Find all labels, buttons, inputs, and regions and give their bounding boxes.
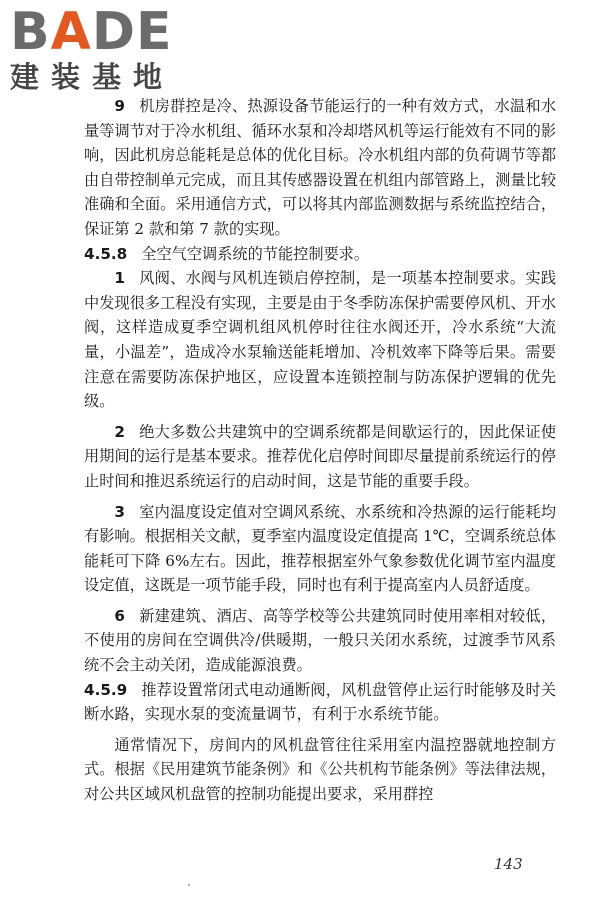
section-heading-text: 全空气空调系统的节能控制要求。 (141, 244, 370, 263)
paragraph-item-2 (84, 420, 556, 494)
item-number: 6 (114, 606, 125, 625)
logo-letter-a: A (50, 2, 92, 62)
paragraph-text: 室内温度设定值对空调风系统、水系统和冷热源的运行能耗均有影响。根据相关文献，夏季室内温度设定值提高 1℃，空调系统总体能耗可下降 6%左右。因此，推荐根据室外气象参数优化调节室内温度设定值，这既是一项节能手段，同时也有利于提高室内人员舒适度。 (84, 502, 556, 595)
section-4-5-8 (84, 242, 556, 267)
paragraph-text: 绝大多数公共建筑中的空调系统都是间歇运行的，因此保证使用期间的运行是基本要求。推荐优化启停时间即尽量提前系统运行的停止时间和推迟系统运行的启动时间，这是节能的重要手段。 (84, 422, 556, 490)
page-number: 143 (494, 855, 523, 873)
logo-letters-de: DE (91, 2, 173, 62)
item-number: 2 (114, 422, 125, 441)
item-number: 3 (114, 502, 125, 521)
section-number: 4.5.8 (84, 244, 128, 263)
paragraph-item-1 (84, 266, 556, 414)
paragraph-continuation (84, 733, 556, 807)
paragraph-text: 新建建筑、酒店、高等学校等公共建筑同时使用率相对较低，不使用的房间在空调供冷/供暖期，一般只关闭水系统，过渡季节风系统不会主动关闭，造成能源浪费。 (84, 606, 556, 675)
logo-wordmark (10, 4, 173, 60)
item-number: 9 (114, 97, 125, 115)
section-text: 推荐设置常闭式电动通断阀，风机盘管停止运行时能够及时关断水路，实现水泵的变流量调节，有利于水系统节能。 (84, 680, 556, 724)
logo-letter-b: B (10, 2, 51, 62)
paragraph-text: 风阀、水阀与风机连锁启停控制，是一项基本控制要求。实践中发现很多工程没有实现，主要是由于冬季防冻保护需要停风机、开水阀，这样造成夏季空调机组风机停时往往水阀还开，冷水系统“大流量，小温差”，造成冷水泵输送能耗增加、冷机效率下降等后果。需要注意在需要防冻保护地区，应设置本连锁控制与防冻保护逻辑的优先级。 (84, 269, 556, 411)
scan-speck (188, 884, 190, 886)
page-body (84, 94, 556, 807)
paragraph-text: 通常情况下，房间内的风机盘管往往采用室内温控器就地控制方式。根据《民用建筑节能条例》和《公共机构节能条例》等法律法规，对公共区域风机盘管的控制功能提出要求，采用群控 (84, 735, 556, 804)
section-4-5-9 (84, 678, 556, 727)
bade-logo (10, 4, 185, 94)
item-number: 1 (114, 269, 125, 288)
section-number: 4.5.9 (84, 680, 128, 699)
paragraph-item-3 (84, 500, 556, 598)
logo-subtitle: 建装基地 (10, 60, 175, 94)
paragraph-item-9 (84, 94, 556, 242)
paragraph-text: 机房群控是冷、热源设备节能运行的一种有效方式，水温和水量等调节对于冷水机组、循环水泵和冷却塔风机等运行能效有不同的影响，因此机房总能耗是总体的优化目标。冷水机组内部的负荷调节等都由自带控制单元完成，而且其传感器设置在机组内部管路上，测量比较准确和全面。采用通信方式，可以将其内部监测数据与系统监控结合，保证第 2 款和第 7 款的实现。 (84, 97, 556, 238)
paragraph-item-6 (84, 604, 556, 678)
